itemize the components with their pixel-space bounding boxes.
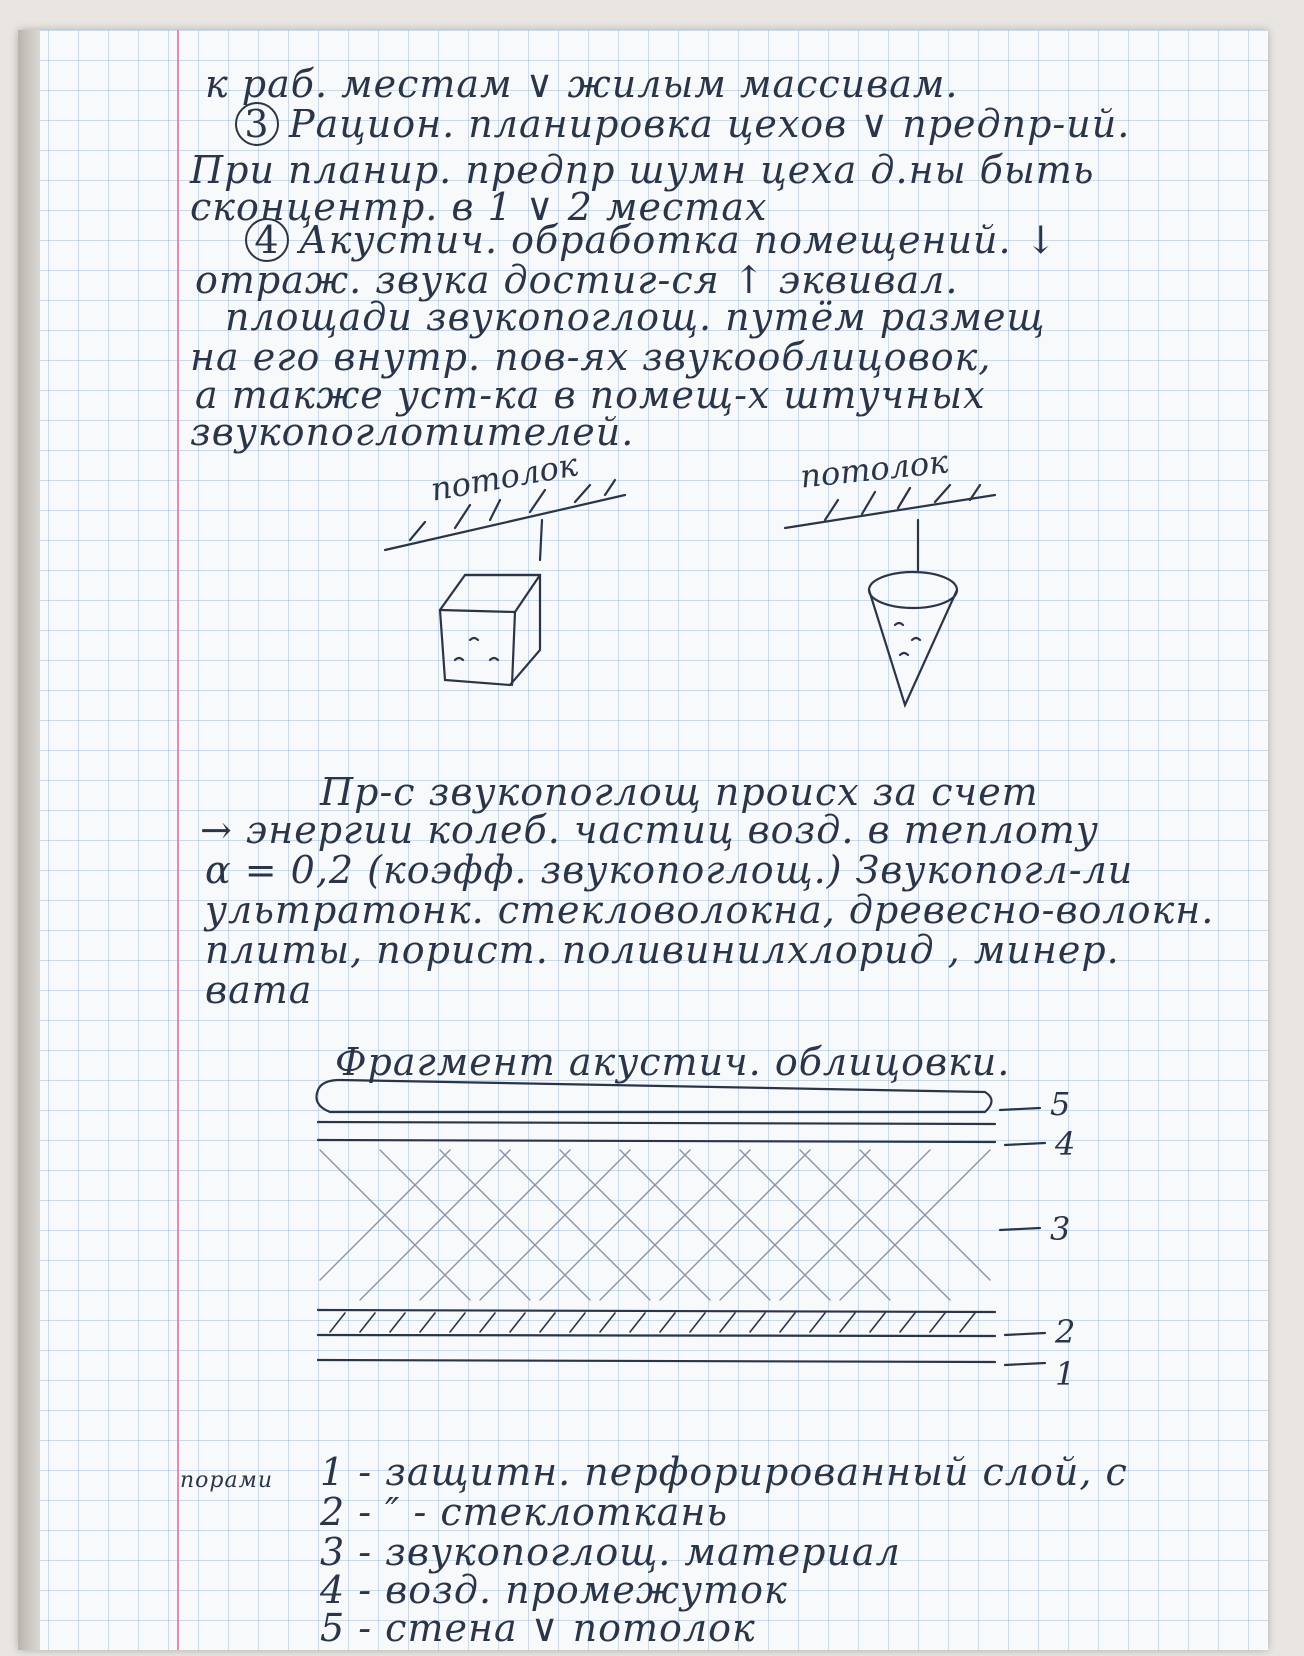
ceiling-label-left: потолок [427,445,581,509]
legend-side-note: порами [180,1468,274,1493]
ceiling-line-right [785,495,995,528]
item-number: 3 [235,102,279,146]
text-line: сконцентр. в 1 ∨ 2 местах [190,185,768,229]
ceiling-line-left [385,495,625,550]
item-number: 4 [245,218,289,262]
legend-item: 3 - звукопоглощ. материал [320,1530,901,1574]
legend-item: 4 - возд. промежуток [320,1568,788,1612]
text-line: ультратонк. стекловолокна, древесно-волокн. [205,888,1215,932]
text-line: При планир. предпр шумн цеха д.ны быть [190,148,1095,192]
layer-2-hatch [330,1313,975,1332]
text-line: на его внутр. пов-ях звукооблицовок, [190,335,992,379]
ceiling-hatch-right [825,485,980,520]
text-line: площади звукопоглощ. путём размещ [225,295,1046,339]
leader-lines [1000,1108,1045,1365]
cube-absorber [440,520,542,685]
layer-3-hatch [320,1150,990,1300]
ceiling-label-right: потолок [798,442,950,496]
text-line: → энергии колеб. частиц возд. в теплоту [200,808,1099,852]
layer-4-top [318,1122,995,1124]
text-line: плиты, порист. поливинилхлорид , минер. [205,928,1120,972]
legend-item: 5 - стена ∨ потолок [320,1606,756,1650]
layer-5-wall [317,1080,992,1112]
ceiling-hatch-left [410,480,615,540]
text-line: вата [205,968,313,1012]
text-line: отраж. звука достиг-ся ↑ эквивал. [195,258,959,302]
cladding-fragment [317,1080,996,1362]
layer-number: 4 [1055,1125,1076,1163]
layer-2-top [318,1310,995,1312]
layer-number: 5 [1050,1085,1071,1123]
text-line: а также уст-ка в помещ-х штучных [195,373,986,417]
layer-number: 1 [1055,1355,1076,1393]
layer-1-bottom [318,1360,995,1362]
text-line: Рацион. планировка цехов ∨ предпр-ий. [289,102,1131,146]
layer-2-bottom [318,1335,995,1336]
layer-number: 3 [1050,1210,1071,1248]
legend-item: 1 - защитн. перфорированный слой, с [320,1450,1128,1494]
text-line: Акустич. обработка помещений. ↓ [299,218,1058,262]
legend-item: 2 - ″ - стеклоткань [320,1490,729,1534]
layer-number: 2 [1055,1313,1076,1351]
text-line: звукопоглотителей. [190,410,635,454]
layer-4-bottom [318,1140,995,1142]
text-line: α = 0,2 (коэфф. звукопоглощ.) Звукопогл-ли [205,848,1134,892]
text-line: к раб. местам ∨ жилым массивам. [205,62,959,106]
cone-absorber [869,520,957,705]
text-line: Пр-с звукопоглощ происх за счет [320,770,1039,814]
fragment-title: Фрагмент акустич. облицовки. [335,1040,1011,1084]
